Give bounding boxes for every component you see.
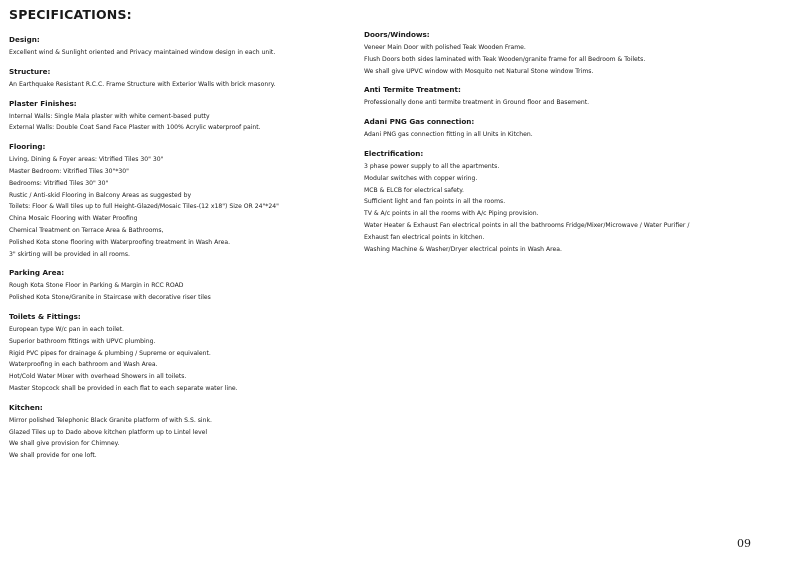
section-heading: Electrification: bbox=[364, 148, 424, 158]
spec-line: We shall give UPVC window with Mosquito net Natural Stone window Trims. bbox=[364, 67, 594, 75]
section-heading: Plaster Finishes: bbox=[9, 98, 77, 108]
spec-line: Adani PNG gas connection fitting in all Units in Kitchen. bbox=[364, 131, 533, 139]
section-heading: Toilets & Fittings: bbox=[9, 311, 81, 321]
spec-line: Toilets: Floor & Wall tiles up to full Height-Glazed/Mosaic Tiles-(12 x18") Size OR 24"*24" bbox=[9, 203, 279, 211]
section-adani-png-gas bbox=[364, 117, 790, 141]
section-heading: Anti Termite Treatment: bbox=[364, 85, 461, 95]
left-column bbox=[9, 35, 354, 470]
spec-line: Bedrooms: Vitrified Tiles 30" 30" bbox=[9, 179, 109, 187]
section-toilets-fittings bbox=[9, 312, 354, 395]
spec-line: Superior bathroom fittings with UPVC plumbing. bbox=[9, 337, 156, 345]
spec-line: MCB & ELCB for electrical safety. bbox=[364, 186, 464, 194]
spec-line: Living, Dining & Foyer areas: Vitrified Tiles 30" 30" bbox=[9, 156, 164, 164]
right-column bbox=[364, 30, 790, 263]
spec-line: External Walls: Double Coat Sand Face Plaster with 100% Acrylic waterproof paint. bbox=[9, 124, 261, 132]
spec-line: Chemical Treatment on Terrace Area & Bathrooms, bbox=[9, 226, 164, 234]
section-parking-area bbox=[9, 268, 354, 304]
section-heading: Adani PNG Gas connection: bbox=[364, 117, 475, 127]
spec-line: We shall give provision for Chimney. bbox=[9, 440, 120, 448]
section-doors-windows bbox=[364, 30, 790, 77]
spec-line: Polished Kota stone flooring with Waterproofing treatment in Wash Area. bbox=[9, 238, 231, 246]
spec-line: Master Stopcock shall be provided in each flat to each separate water line. bbox=[9, 384, 238, 392]
page-number: 09 bbox=[737, 537, 751, 550]
spec-line: Rigid PVC pipes for drainage & plumbing / Supreme or equivalent. bbox=[9, 349, 211, 357]
section-kitchen bbox=[9, 403, 354, 462]
spec-line: Water Heater & Exhaust Fan electrical points in all the bathrooms Fridge/Mixer/Microwave / Water Purifier / bbox=[364, 221, 690, 229]
spec-line: Rough Kota Stone Floor in Parking & Margin in RCC ROAD bbox=[9, 282, 184, 290]
spec-line: Mirror polished Telephonic Black Granite platform of with S.S. sink. bbox=[9, 416, 212, 424]
spec-line: Professionally done anti termite treatment in Ground floor and Basement. bbox=[364, 99, 590, 107]
spec-line: Veneer Main Door with polished Teak Wooden Frame. bbox=[364, 44, 526, 51]
spec-line: Glazed Tiles up to Dado above kitchen platform up to Lintel level bbox=[9, 428, 208, 436]
section-heading: Doors/Windows: bbox=[364, 30, 430, 39]
spec-line: European type W/c pan in each toilet. bbox=[9, 325, 124, 333]
section-structure bbox=[9, 67, 354, 91]
spec-line: Waterproofing in each bathroom and Wash Area. bbox=[9, 361, 158, 369]
section-heading: Kitchen: bbox=[9, 402, 43, 412]
spec-line: Master Bedroom: Vitrified Tiles 30"*30" bbox=[9, 167, 129, 175]
section-electrification bbox=[364, 149, 790, 255]
spec-line: Polished Kota Stone/Granite in Staircase with decorative riser tiles bbox=[9, 294, 211, 302]
spec-line: Modular switches with copper wiring. bbox=[364, 174, 478, 182]
section-heading: Parking Area: bbox=[9, 268, 65, 278]
section-heading: Design: bbox=[9, 35, 40, 44]
section-heading: Flooring: bbox=[9, 142, 46, 152]
section-design bbox=[9, 35, 354, 59]
section-heading: Structure: bbox=[9, 66, 51, 76]
spec-line: Sufficient light and fan points in all the rooms. bbox=[364, 198, 506, 206]
spec-line: Washing Machine & Washer/Dryer electrical points in Wash Area. bbox=[364, 245, 562, 253]
spec-line: 3" skirting will be provided in all rooms. bbox=[9, 250, 130, 258]
spec-line: TV & A/c points in all the rooms with A/c Piping provision. bbox=[364, 210, 539, 218]
spec-line: Flush Doors both sides laminated with Teak Wooden/granite frame for all Bedroom & Toilets. bbox=[364, 55, 646, 63]
section-anti-termite bbox=[364, 85, 790, 109]
spec-line: China Mosaic Flooring with Water Proofing bbox=[9, 215, 138, 223]
spec-line: An Earthquake Resistant R.C.C. Frame Structure with Exterior Walls with brick masonry. bbox=[9, 80, 276, 88]
section-flooring bbox=[9, 142, 354, 260]
spec-line: Excellent wind & Sunlight oriented and Privacy maintained window design in each unit. bbox=[9, 49, 276, 56]
section-plaster-finishes bbox=[9, 99, 354, 135]
spec-line: We shall provide for one loft. bbox=[9, 452, 97, 460]
spec-line: Rustic / Anti-skid Flooring in Balcony Areas as suggested by bbox=[9, 191, 192, 199]
spec-line: Internal Walls: Single Mala plaster with white cement-based putty bbox=[9, 112, 210, 120]
spec-line: Exhaust fan electrical points in kitchen. bbox=[364, 233, 485, 241]
spec-line: 3 phase power supply to all the apartments. bbox=[364, 162, 500, 170]
spec-line: Hot/Cold Water Mixer with overhead Showers in all toilets. bbox=[9, 373, 187, 381]
page-title: SPECIFICATIONS: bbox=[9, 7, 132, 22]
